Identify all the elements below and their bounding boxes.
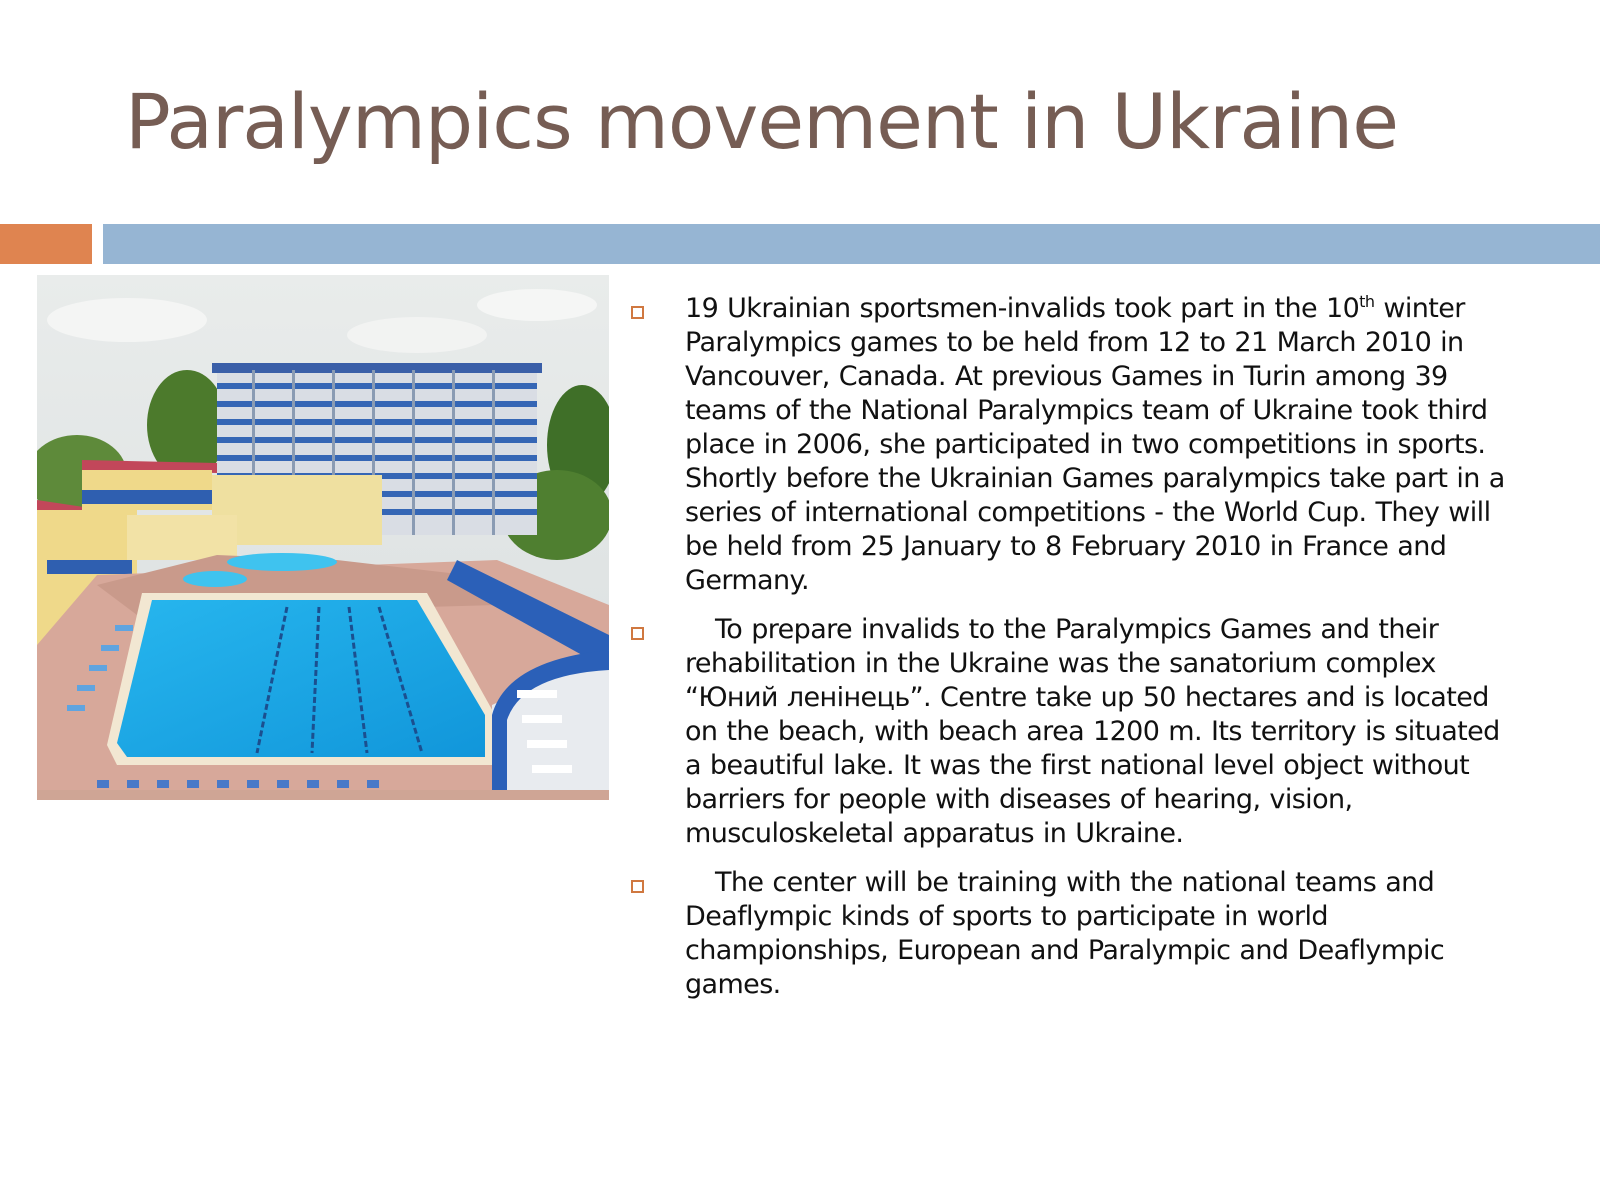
accent-bar — [0, 224, 92, 264]
bullet-text: To prepare invalids to the Paralympics Games and their rehabilitation in the Ukraine was the sanatorium complex “Юний ленінець”. Centre take up 50 hectares and is located on the beach, with beach area 1200 m. Its territory is situated a beautiful lake. It was the first national level object without barriers for people with diseases of hearing, vision, musculoskeletal apparatus in Ukraine. — [685, 614, 1500, 849]
bullet-text: The center will be training with the national teams and Deaflympic kinds of sports to participate in world championships, European and Paralympic and Deaflympic games. — [685, 867, 1445, 1000]
bullet-item — [631, 866, 1521, 1002]
ordinal-superscript: th — [1359, 292, 1375, 311]
bullet-item — [631, 292, 1521, 598]
slide-title: Paralympics movement in Ukraine — [125, 77, 1398, 166]
square-bullet-icon — [631, 880, 644, 893]
bullet-list — [631, 292, 1521, 1017]
bullet-text-after: winter Paralympics games to be held from 12 to 21 March 2010 in Vancouver, Canada. At previous Games in Turin among 39 teams of the National Paralympics team of Ukraine took third place in 2006, she participated in two competitions in sports. Shortly before the Ukrainian Games paralympics take part in a series of international competitions - the World Cup. They will be held from 25 January to 8 February 2010 in France and Germany. — [685, 293, 1505, 596]
square-bullet-icon — [631, 627, 644, 640]
bullet-item — [631, 613, 1521, 851]
resort-pool-photo — [37, 275, 609, 800]
square-bullet-icon — [631, 306, 644, 319]
bullet-text-before: 19 Ukrainian sportsmen-invalids took part in the 10 — [685, 293, 1360, 324]
header-rule-bar — [103, 224, 1600, 264]
